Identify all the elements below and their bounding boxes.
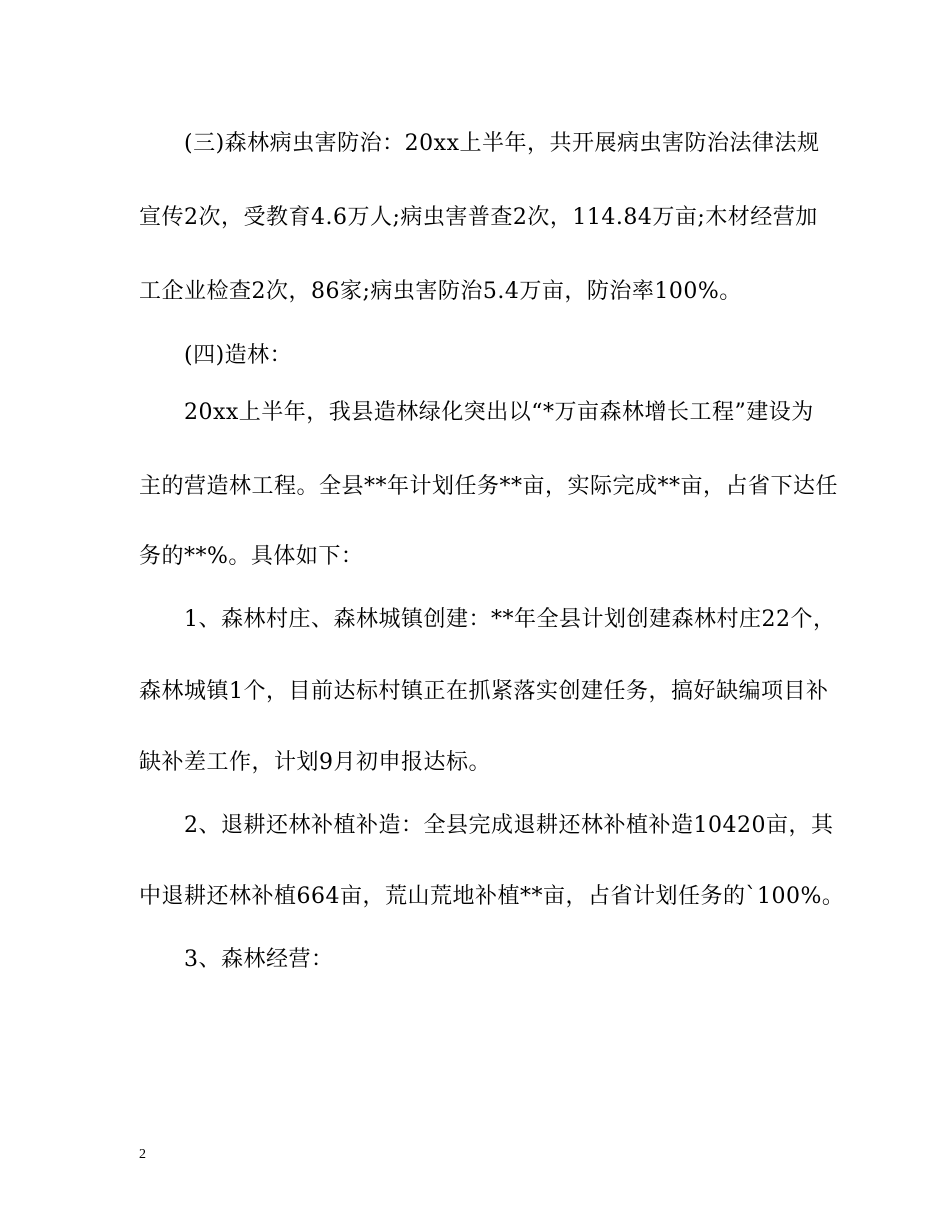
paragraph-line: 1、森林村庄、森林城镇创建：**年全县计划创建森林村庄22个， [184,607,836,632]
paragraph-line: 中退耕还林补植664亩，荒山荒地补植**亩，占省计划任务的`100%。 [139,884,845,909]
paragraph-line: 主的营造林工程。全县**年计划任务**亩，实际完成**亩，占省下达任 [139,474,839,499]
section-heading: (四)造林： [184,343,293,368]
page-number: 2 [139,1147,146,1162]
paragraph-line: 2、退耕还林补植补造：全县完成退耕还林补植补造10420亩，其 [184,813,834,838]
paragraph-line: 3、森林经营： [184,947,334,972]
paragraph-line: 森林城镇1个，目前达标村镇正在抓紧落实创建任务，搞好缺编项目补 [139,679,829,704]
paragraph-line: 务的**%。具体如下： [139,544,364,569]
paragraph-line: (三)森林病虫害防治：20xx上半年，共开展病虫害防治法律法规 [184,131,820,156]
paragraph-line: 工企业检查2次，86家;病虫害防治5.4万亩，防治率100%。 [139,279,742,304]
paragraph-line: 缺补差工作，计划9月初申报达标。 [139,750,491,775]
paragraph-line: 宣传2次，受教育4.6万人;病虫害普查2次，114.84万亩;木材经营加 [139,205,818,230]
paragraph-line: 20xx上半年，我县造林绿化突出以“*万亩森林增长工程”建设为 [184,400,814,425]
